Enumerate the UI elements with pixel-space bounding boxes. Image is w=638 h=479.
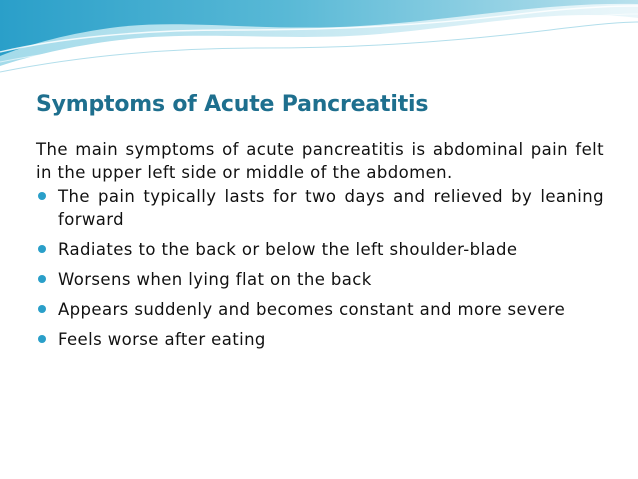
bullet-dot-icon	[38, 245, 46, 253]
list-item	[36, 298, 604, 321]
slide-title: Symptoms of Acute Pancreatitis	[36, 92, 429, 117]
bullet-dot-icon	[38, 335, 46, 343]
list-item-text: Feels worse after eating	[58, 330, 266, 349]
symptom-list	[36, 185, 604, 351]
list-item	[36, 328, 604, 351]
list-item-text: The pain typically lasts for two days and relieved by leaning forward	[58, 187, 604, 229]
list-item-text: Radiates to the back or below the left shoulder-blade	[58, 240, 518, 259]
list-item-text: Worsens when lying flat on the back	[58, 270, 372, 289]
intro-paragraph: The main symptoms of acute pancreatitis is abdominal pain felt in the upper left side or middle of the abdomen.	[36, 140, 604, 182]
list-item	[36, 238, 604, 261]
decorative-wave-banner	[0, 0, 638, 80]
bullet-dot-icon	[38, 192, 46, 200]
bullet-dot-icon	[38, 275, 46, 283]
bullet-dot-icon	[38, 305, 46, 313]
list-item	[36, 268, 604, 291]
slide-content	[36, 138, 604, 358]
list-item-text: Appears suddenly and becomes constant and more severe	[58, 300, 566, 319]
list-item	[36, 185, 604, 231]
